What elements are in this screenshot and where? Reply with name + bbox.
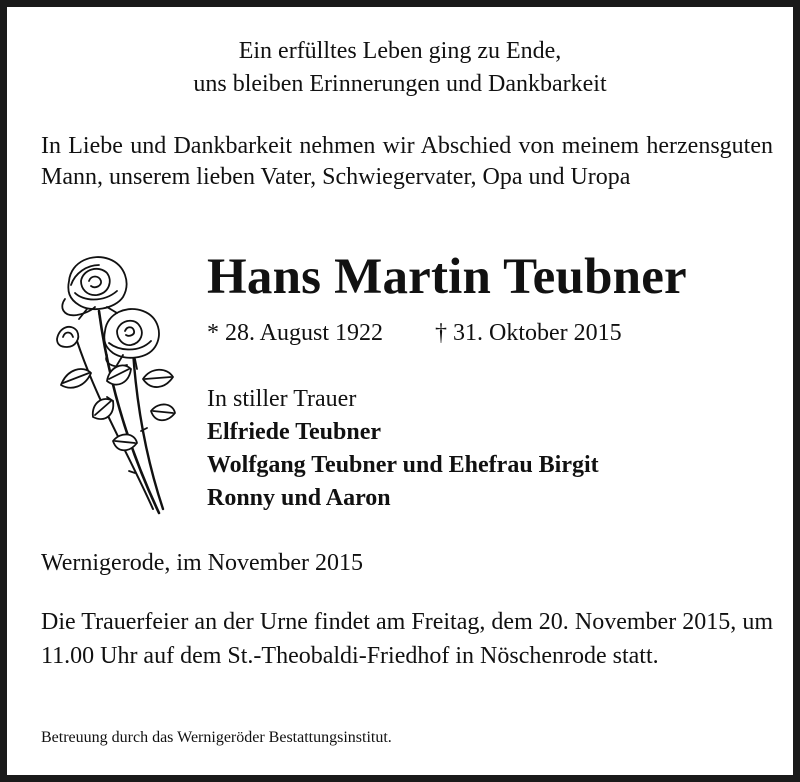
rose-bouquet-icon [47,251,187,521]
place-date: Wernigerode, im November 2015 [41,550,363,576]
mourner-name: Wolfgang Teubner und Ehefrau Birgit [207,452,599,478]
mourners-block [207,383,599,515]
funeral-home-credit: Betreuung durch das Wernigeröder Bestattungsinstitut. [41,729,392,746]
intro-text: In Liebe und Dankbarkeit nehmen wir Abschied von meinem herzensguten Mann, unserem lieben Vater, Schwiegervater, Opa und Uropa [41,133,773,190]
mourning-heading: In stiller Trauer [207,386,357,412]
death-date: † 31. Oktober 2015 [435,320,622,346]
life-dates [207,317,622,349]
mourner-name: Elfriede Teubner [207,419,382,445]
motto [14,35,786,101]
deceased-name: Hans Martin Teubner [207,249,687,305]
birth-date: * 28. August 1922 [207,320,384,346]
mourner-name: Ronny und Aaron [207,485,391,511]
motto-line-1: Ein erfülltes Leben ging zu Ende, [238,38,562,64]
motto-line-2: uns bleiben Erinnerungen und Dankbarkeit [193,71,607,97]
service-info: Die Trauerfeier an der Urne findet am Freitag, dem 20. November 2015, um 11.00 Uhr auf dem St.-Theobaldi-Friedhof in Nöschenrode statt. [41,609,773,669]
